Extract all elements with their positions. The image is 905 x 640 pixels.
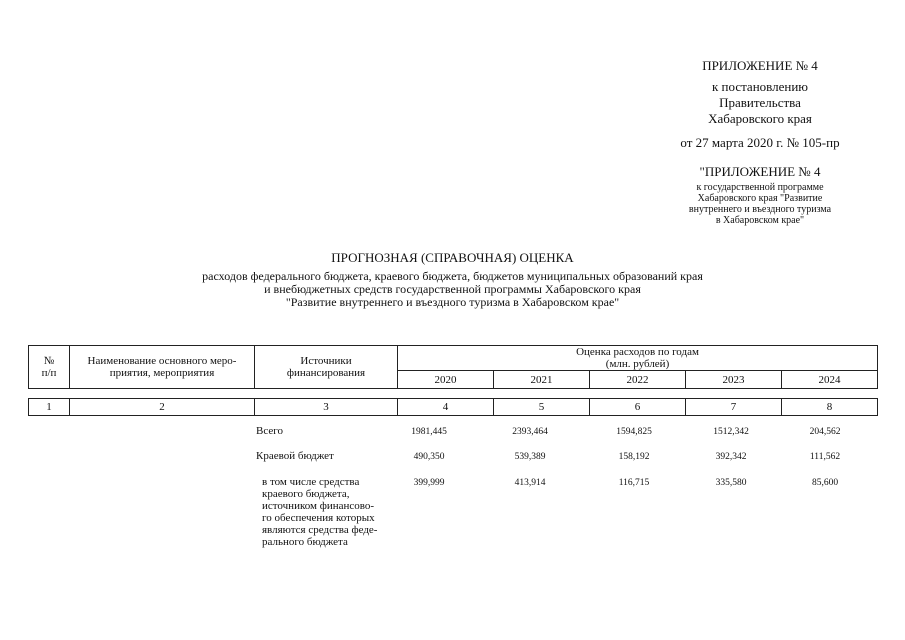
appendix-line2: Правительства [719, 95, 801, 110]
index-cell: 4 [398, 399, 494, 416]
appendix-line1: к постановлению [711, 79, 809, 94]
row-value: 2393,464 [512, 427, 548, 437]
appendix-block [660, 58, 860, 226]
row-source-regional: Краевой бюджет [256, 450, 334, 462]
subtitle-line2: и внебюджетных средств государственной программы Хабаровского края [264, 282, 641, 296]
row-value: 413,914 [514, 478, 546, 488]
subtitle-line1: расходов федерального бюджета, краевого бюджета, бюджетов муниципальных образований края [202, 269, 703, 283]
header-year: 2020 [398, 371, 494, 389]
row-value: 539,389 [514, 452, 546, 462]
appendix-line3: Хабаровского края [708, 111, 812, 126]
index-cell: 7 [686, 399, 782, 416]
row-value: 490,350 [413, 452, 445, 462]
row-value: 85,600 [811, 478, 839, 488]
header-year: 2024 [782, 371, 878, 389]
index-cell: 3 [255, 399, 398, 416]
appendix-title: ПРИЛОЖЕНИЕ № 4 [702, 58, 818, 73]
row-value: 111,562 [809, 452, 841, 462]
row-value: 204,562 [809, 427, 841, 437]
header-col-num: № п/п [29, 346, 70, 389]
row-value: 1512,342 [713, 427, 749, 437]
appendix-inner-line4: в Хабаровском крае" [715, 215, 805, 226]
document-title: ПРОГНОЗНАЯ (СПРАВОЧНАЯ) ОЦЕНКА [331, 250, 574, 265]
appendix-inner-line2: Хабаровского края "Развитие [697, 193, 823, 204]
index-cell: 1 [29, 399, 70, 416]
header-col-name: Наименование основного меро- приятия, мероприятия [70, 346, 255, 389]
appendix-inner-line1: к государственной программе [696, 182, 824, 193]
appendix-inner-title: "ПРИЛОЖЕНИЕ № 4 [699, 164, 821, 179]
index-cell: 5 [494, 399, 590, 416]
row-value: 335,580 [715, 478, 747, 488]
header-year: 2023 [686, 371, 782, 389]
row-source-total: Всего [256, 425, 283, 437]
header-year: 2021 [494, 371, 590, 389]
row-value: 392,342 [715, 452, 747, 462]
header-col-source: Источники финансирования [255, 346, 398, 389]
row-value: 1594,825 [616, 427, 652, 437]
row-value: 116,715 [618, 478, 650, 488]
header-table [28, 345, 878, 389]
header-year: 2022 [590, 371, 686, 389]
row-value: 399,999 [413, 478, 445, 488]
appendix-date-line: от 27 марта 2020 г. № 105-пр [680, 135, 840, 150]
index-table [28, 398, 878, 416]
header-col-estimate: Оценка расходов по годам (млн. рублей) [398, 346, 878, 371]
index-cell: 8 [782, 399, 878, 416]
row-value: 1981,445 [411, 427, 447, 437]
row-source-federal-share: в том числе средства краевого бюджета, источником финансово- го обеспечения которых являются средства феде- рального бюджета [262, 476, 378, 548]
row-value: 158,192 [618, 452, 650, 462]
index-cell: 6 [590, 399, 686, 416]
document-subtitle [40, 270, 865, 309]
index-cell: 2 [70, 399, 255, 416]
subtitle-line3: "Развитие внутреннего и въездного туризма в Хабаровском крае" [285, 295, 620, 309]
appendix-inner-line3: внутреннего и въездного туризма [688, 204, 832, 215]
